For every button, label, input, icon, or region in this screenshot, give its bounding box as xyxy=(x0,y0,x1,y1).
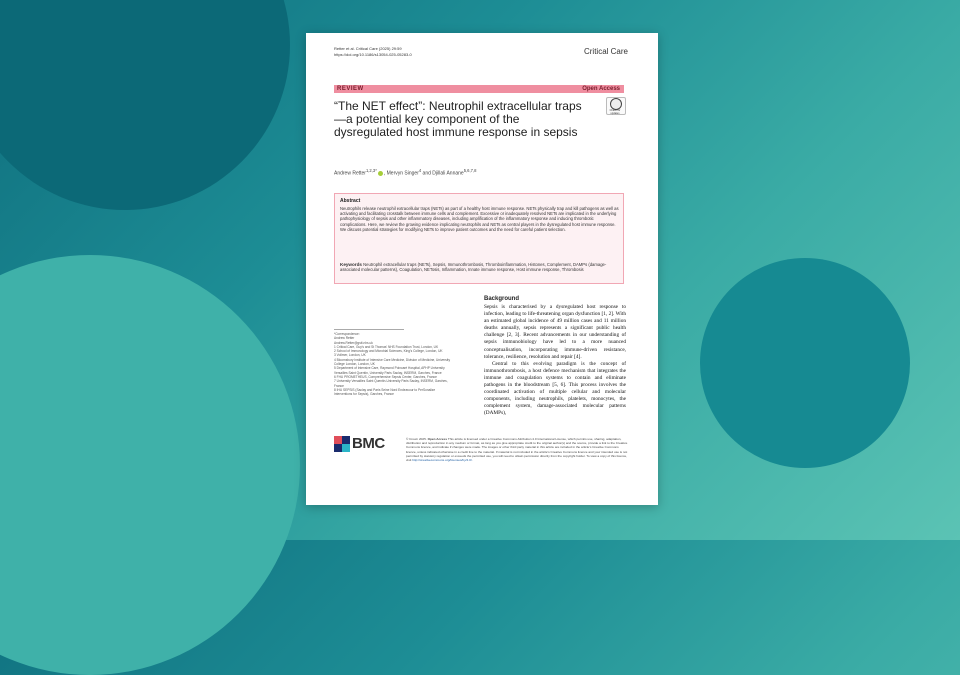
article-type: REVIEW xyxy=(337,86,364,92)
journal-name: Critical Care xyxy=(583,47,628,56)
check-for-updates-label: Check for updates xyxy=(609,109,621,115)
bmc-logo-icon xyxy=(334,436,350,452)
article-title: “The NET effect”: Neutrophil extracellular traps—a potential key component of the dysregulated host immune response in sepsis xyxy=(334,99,582,139)
abstract-heading: Abstract xyxy=(340,198,361,204)
email-link: Andrew.Retter@gstt.nhs.uk xyxy=(334,340,373,345)
author-list: Andrew Retter$^{1,2,3*}$, Mervyn Singer$^4$ and Djillali Annane$^{5,6,7,8}$ xyxy=(334,168,477,177)
orcid-icon[interactable] xyxy=(378,171,383,176)
article-type-banner xyxy=(334,85,624,93)
header-citation: Retter et al. Critical Care (2025) 29:59 https://doi.org/10.1186/s13054-025-05283-0 xyxy=(334,46,412,57)
correspondence-block: *Correspondence: Andrew Retter Andrew.Retter@gstt.nhs.uk 1 Critical Care, Guy's and St Thomas' NHS Foundation Trust, London, UK 2 School of Immunology and Microbial Sciences, King's College, London, UK 3 Vollmer, London, UK 4 Bloomsbury Institute of Intensive Care Medicine, Division of Medicine, University College London, London, UK 5 Department of Intensive Care, Raymond Poincaré Hospital, APHP University Versailles Saint Quentin, University Paris Saclay, INSERM, Garches, France 6 FHU PROMETHEUS, Comprehensive Sepsis Center, Garches, France 7 University Versailles Saint Quentin-University Paris Saclay, INSERM, Garches, France 8 IHU SEPSIS (Saclay and Paris Seine Nord Endeavour to PerSonalize Interventions for Sepsis), Garches, France xyxy=(334,329,454,396)
abstract-text: Neutrophils release neutrophil extracellular traps (NETs) as part of a healthy host immune response. NETs physically trap and kill pathogens as well as activating and facilitating crosstalk between immune cells and complement. Excessive or inadequately resolved NETs are implicated in the underlying pathophysiology of sepsis and other inflammatory diseases, including amplification of the inflammatory response and inducing thrombotic complications. Here, we review the growing evidence implicating neutrophils and NETs as central players in the dysregulated host immune response. We discuss potential strategies for modifying NETs to improve patient outcomes and the need for careful patient selection. xyxy=(340,206,619,232)
bg-circle-top-left xyxy=(0,0,290,210)
keywords: Keywords Neutrophil extracellular traps (NETs), Sepsis, Immunothrombosis, Thromboinflammation, Histones, Complement, DAMPs (damage-associated molecular patterns), Coagulation, NETosis, Inflammation, Innate immune response, Host immune response, Thrombosis xyxy=(340,262,607,273)
license-footer: © Crown 2025. Open Access This article is licensed under a Creative Commons Attribution 4.0 International License, which permits use, sharing, adaptation, distribution and reproduction in any medium or format, as long as you give appropriate credit to the original author(s) and the source, provide a link to the Creative Commons licence, and indicate if changes were made. The images or other third party material in this article are included in the article's Creative Commons licence, unless indicated otherwise in a credit line to the material. If material is not included in the article's Creative Commons licence and your intended use is not permitted by statutory regulation or exceeds the permitted use, you will need to obtain permission directly from the copyright holder. To view a copy of this licence, visit http://creativecommons.org/licenses/by/4.0/. xyxy=(406,437,628,463)
background-text: Sepsis is characterised by a dysregulated host response to infection, leading to life-threatening organ dysfunction [1, 2]. With an estimated global incidence of 49 million cases and 11 million deaths annually, sepsis represents a significant public health challenge [2, 3]. Recent advancements in our understanding of sepsis immunobiology have led to a more nuanced conceptualisation, incorporating immune-driven resistance, tolerance, resilience, resolution and repair [4]. Central to this evolving paradigm is the concept of immunothrombosis, a host defence mechanism that integrates the immune and coagulation systems to contain and eliminate pathogens in the bloodstream [5, 6]. This process involves the coordinated activation of multiple cellular and molecular components, including neutrophils, platelets, monocytes, the complement system, damage-associated molecular patterns (DAMPs), xyxy=(484,304,626,417)
license-link: http://creativecommons.org/licenses/by/4.0/. xyxy=(412,458,473,463)
paper-page xyxy=(306,33,658,505)
bg-circle-right xyxy=(700,258,910,468)
bmc-logo-text: BMC xyxy=(352,435,385,452)
open-access-label: Open Access xyxy=(582,86,620,92)
doi-link: https://doi.org/10.1186/s13054-025-05283-0 xyxy=(334,51,412,57)
bg-circle-bottom-left xyxy=(0,255,300,675)
background-heading: Background xyxy=(484,296,520,302)
